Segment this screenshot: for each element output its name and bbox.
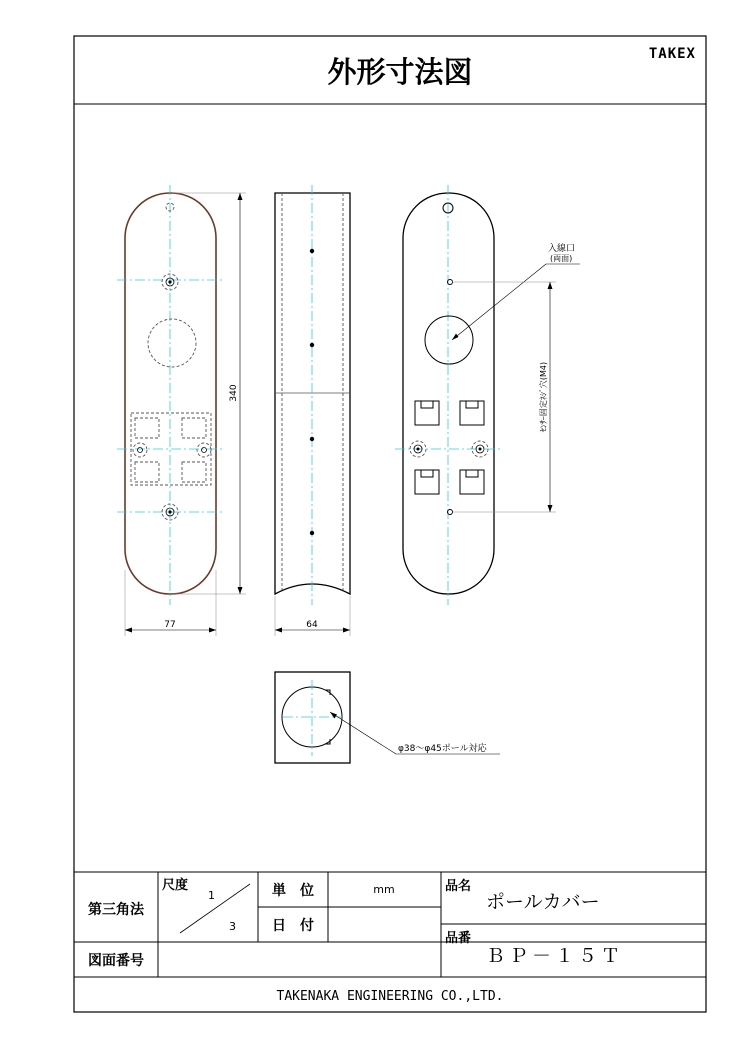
scale-label: 尺度 [162, 878, 189, 893]
pole-note-label: φ38～φ45ポール対応 [398, 744, 487, 754]
front-width-dimension-label: 77 [164, 620, 176, 630]
wire-inlet-sub-label: (両面) [550, 254, 573, 263]
scale-numerator: 1 [208, 889, 215, 902]
product-name-label: 品名 [445, 879, 472, 894]
unit-label: 単 位 [272, 883, 314, 899]
front-view-outline [125, 193, 216, 594]
product-name: ポールカバー [486, 891, 600, 913]
drawing-number-label: 図面番号 [88, 953, 144, 969]
side-view [275, 185, 350, 636]
side-width-dimension-label: 64 [306, 620, 318, 630]
brand-label: TAKEX [648, 46, 696, 62]
date-label: 日 付 [272, 918, 314, 934]
drawing-title: 外形寸法図 [327, 55, 473, 89]
product-number: ＢＰ－１５Ｔ [486, 945, 625, 967]
front-view [117, 185, 246, 636]
height-dimension-label: 340 [229, 384, 239, 402]
rear-view [395, 185, 580, 605]
sensor-screw-label: ｾﾝｻｰ固定ﾈｼﾞ穴(M4) [539, 361, 548, 433]
bottom-view [275, 672, 500, 763]
title-block [74, 872, 706, 1004]
company-name: TAKENAKA ENGINEERING CO.,LTD. [276, 989, 504, 1004]
unit-value: mm [373, 883, 395, 896]
scale-denominator: 3 [229, 920, 236, 933]
wire-inlet-label: 入線口 [548, 244, 576, 254]
rear-view-outline [403, 193, 494, 594]
projection-label: 第三角法 [88, 902, 144, 918]
product-number-label: 品番 [445, 931, 472, 946]
